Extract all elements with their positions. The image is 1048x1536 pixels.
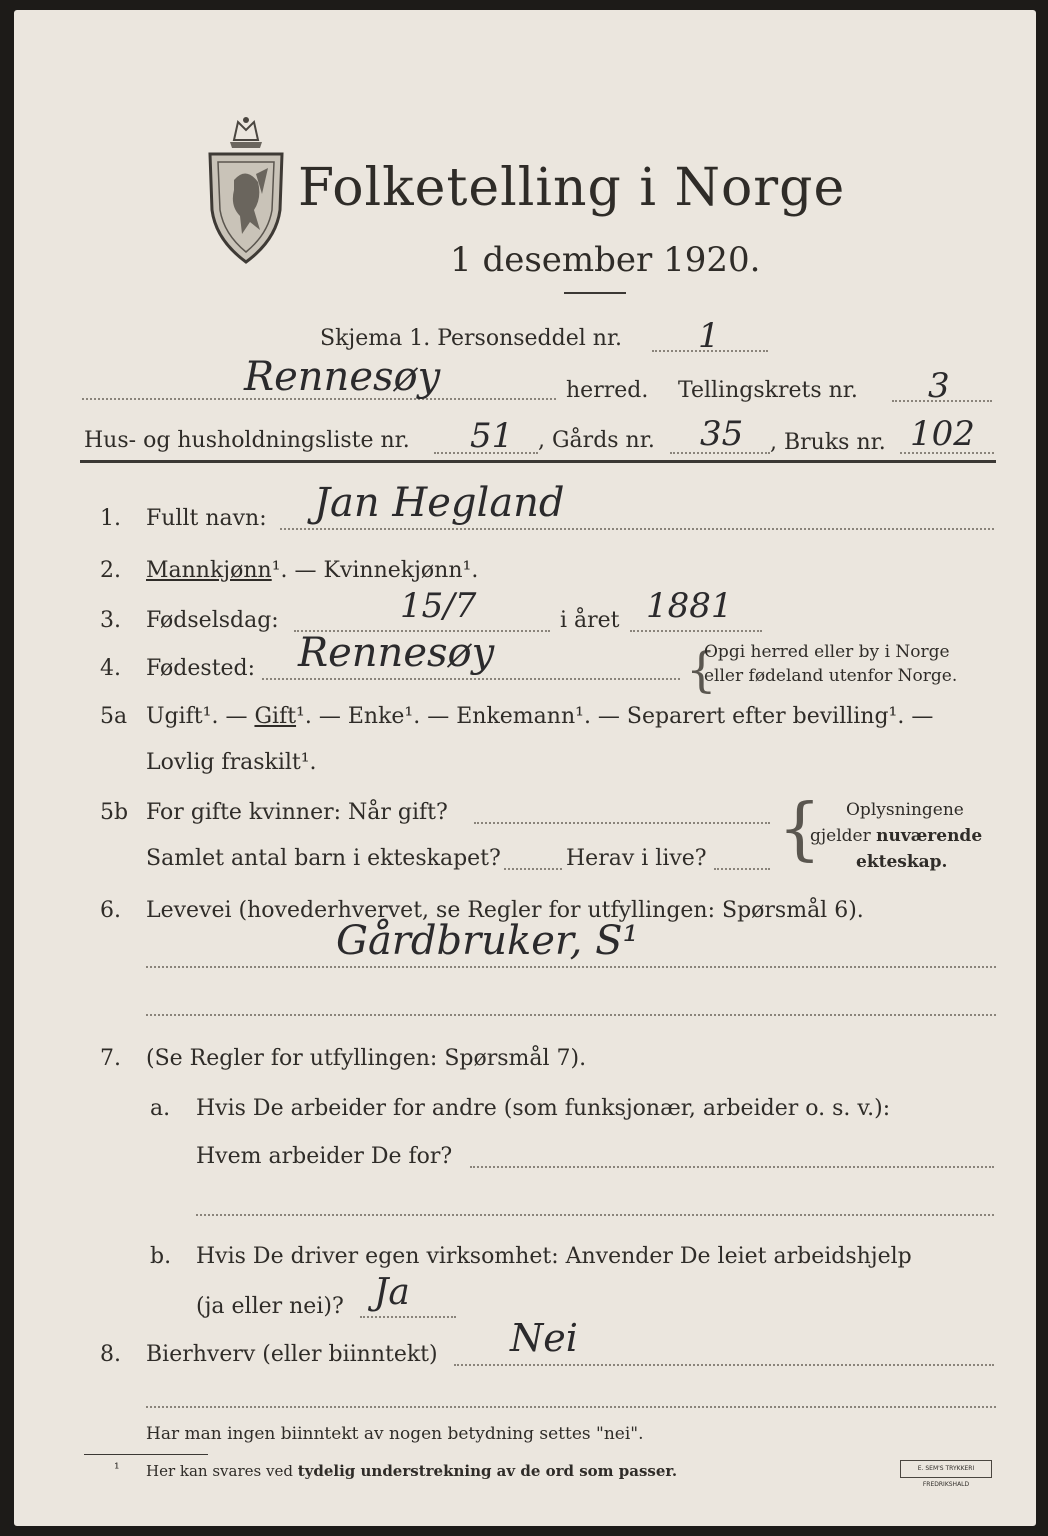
q4-note-2: eller fødeland utenfor Norge. <box>704 666 958 686</box>
form-title: Folketelling i Norge <box>298 158 846 218</box>
q7a-label-2: Hvem arbeider De for? <box>196 1144 453 1169</box>
q5a-options: Ugift¹. — Gift¹. — Enke¹. — Enkemann¹. — Separert efter bevilling¹. — <box>146 704 934 729</box>
q5a-line2: Lovlig fraskilt¹. <box>146 750 317 775</box>
q6-label: Levevei (hovederhvervet, se Regler for utfyllingen: Spørsmål 6). <box>146 898 864 923</box>
birth-year-value[interactable]: 1881 <box>646 586 733 626</box>
q5b-label-1: For gifte kvinner: Når gift? <box>146 800 448 825</box>
printer-stamp: E. SEM'S TRYKKERI FREDRIKSHALD <box>900 1460 992 1478</box>
title-divider <box>564 292 626 294</box>
hus-number[interactable]: 51 <box>470 416 514 456</box>
birthplace-value[interactable]: Rennesøy <box>298 630 495 676</box>
q5b-note-1: Oplysningene <box>846 800 964 820</box>
footnote-divider <box>84 1454 208 1455</box>
q7a-label: Hvis De arbeider for andre (som funksjonær, arbeider o. s. v.): <box>196 1096 891 1121</box>
gards-number[interactable]: 35 <box>700 414 744 454</box>
q4-note-1: Opgi herred eller by i Norge <box>704 642 950 662</box>
q5b-label-3: Herav i live? <box>566 846 707 871</box>
q5b-note-3: ekteskap. <box>856 852 948 872</box>
q8-note: Har man ingen biinntekt av nogen betydning settes "nei". <box>146 1424 644 1444</box>
bruks-label: , Bruks nr. <box>770 430 886 455</box>
q8-label: Bierhverv (eller biinntekt) <box>146 1342 438 1367</box>
male-option[interactable]: Mannkjønn <box>146 558 272 583</box>
q5b-note-2: gjelder nuværende <box>810 826 983 846</box>
q4-label: Fødested: <box>146 656 256 681</box>
herred-value[interactable]: Rennesøy <box>244 354 441 400</box>
q4-brace: { <box>686 642 717 698</box>
tellingskrets-label: Tellingskrets nr. <box>678 378 858 403</box>
q3-year-label: i året <box>560 608 620 633</box>
skjema-label: Skjema 1. Personseddel nr. <box>320 326 623 351</box>
bruks-number[interactable]: 102 <box>910 414 975 454</box>
personseddel-number[interactable]: 1 <box>698 316 720 356</box>
footnote-text: Her kan svares ved tydelig understrekning av de ord som passer. <box>146 1462 678 1480</box>
married-option[interactable]: Gift <box>254 704 297 729</box>
footnote-mark: ¹ <box>114 1461 120 1477</box>
side-income-value[interactable]: Nei <box>510 1316 578 1360</box>
census-date: 1 desember 1920. <box>450 240 761 280</box>
full-name-value[interactable]: Jan Hegland <box>314 480 565 526</box>
q5b-brace: { <box>778 790 822 869</box>
gards-label: , Gårds nr. <box>538 428 655 453</box>
header-divider <box>80 460 996 463</box>
q7-label: (Se Regler for utfyllingen: Spørsmål 7). <box>146 1046 587 1071</box>
herred-label: herred. <box>566 378 649 403</box>
occupation-value[interactable]: Gårdbruker, S¹ <box>336 918 639 964</box>
q7b-label: Hvis De driver egen virksomhet: Anvender De leiet arbeidshjelp <box>196 1244 912 1269</box>
hus-label: Hus- og husholdningsliste nr. <box>84 428 410 453</box>
tellingskrets-number[interactable]: 3 <box>928 366 950 406</box>
hired-help-value[interactable]: Ja <box>374 1272 410 1313</box>
birthday-value[interactable]: 15/7 <box>400 586 477 626</box>
q3-label: Fødselsdag: <box>146 608 279 633</box>
census-form: Folketelling i Norge 1 desember 1920. Skjema 1. Personseddel nr. 1 Rennesøy herred. Tellingskrets nr. 3 Hus- og husholdningsliste nr. 51 , Gårds nr. 35 , Bruks nr. 102 1. Fullt navn: Jan Hegland 2. Mannkjønn¹. — Kvinnekjønn¹. 3. Fødselsdag: 15/7 i året 1881 4. Fødested: Rennesøy { Opgi herred eller by i Norge eller fødeland utenfor Norge. 5a Ugift¹. — Gift¹. — Enke¹. — Enkemann¹. — Separert efter bevilling¹. — Lovlig fraskilt¹. 5b For gifte kvinner: Når gift? Samlet antal barn i ekteskapet? Herav i live? { Oplysningene gjelder nuværende ekteskap. 6. Levevei (hovederhvervet, se Regler for utfyllingen: Spørsmål 6). Gårdbruker, S¹ 7. (Se Regler for utfyllingen: Spørsmål 7). a. Hvis De arbeider for andre (som funksjonær, arbeider o. s. v.): Hvem arbeider De for? b. Hvis De driver egen virksomhet: Anvender De leiet arbeidshjelp (ja eller nei)? Ja 8. Bierhverv (eller biinntekt) Nei Har man ingen biinntekt av nogen betydning settes "nei". ¹ Her kan svares ved tydelig understrekning av de ord som passer. E. SEM'S TRYKKERI FREDRIKSHALD <box>14 10 1036 1526</box>
q1-label: Fullt navn: <box>146 506 267 531</box>
q5b-label-2: Samlet antal barn i ekteskapet? <box>146 846 501 871</box>
coat-of-arms-icon <box>200 110 292 270</box>
q2-gender: Mannkjønn¹. — Kvinnekjønn¹. <box>146 558 479 583</box>
q7b-label-2: (ja eller nei)? <box>196 1294 344 1319</box>
